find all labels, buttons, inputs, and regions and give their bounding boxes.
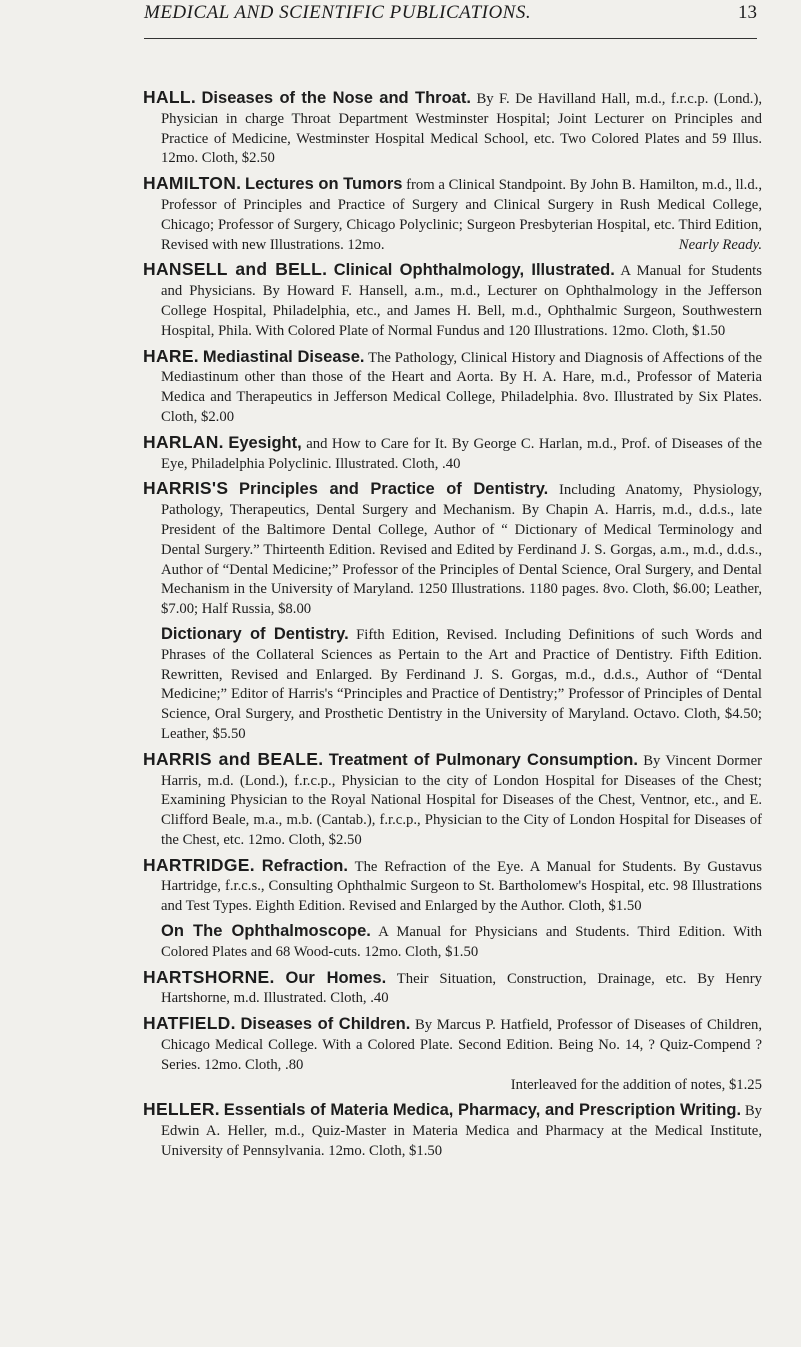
- catalog-entry: [143, 1100, 762, 1161]
- entry-title: Mediastinal Disease.: [202, 347, 365, 366]
- entry-title: Lectures on Tumors: [245, 175, 403, 194]
- entry-author: HARTSHORNE.: [143, 966, 275, 987]
- running-title: MEDICAL AND SCIENTIFIC PUBLICATIONS.: [144, 2, 532, 23]
- entry-title: Treatment of Pulmonary Consumption.: [328, 750, 638, 769]
- entry-author: HAMILTON.: [143, 173, 242, 194]
- entry-title: Dictionary of Dentistry.: [161, 624, 349, 643]
- entry-title: Diseases of the Nose and Throat.: [201, 89, 471, 107]
- entry-text: A Manual for Students and Physicians. By Howard F. Hansell, a.m., m.d., Lecturer on Ophthalmology in the Jefferson College Hospital, Philadelphia, etc., and James H. Bell, m.d., Ophthalmic Surgeon, Southwestern Hospital, Phila. With Colored Plate of Normal Fundus and 120 Illustrations. 12mo. Cloth, $1.50: [161, 263, 762, 339]
- entry-text: Fifth Edition, Revised. Including Definitions of such Words and Phrases of the Collateral Sciences as Pertain to the Art and Practice of Dentistry. Fifth Edition. Rewritten, Revised and Enlarged. By Ferdinand J. S. Gorgas, m.d., d.d.s., Author of “Dental Medicine;” Editor of Harris's “Principles and Practice of Dentistry;” Professor of Principles of Dental Science, Oral Surgery, and Prosthetic Dentistry in the University of Maryland. Octavo. Cloth, $4.50; Leather, $5.50: [161, 626, 762, 742]
- entry-title: Principles and Practice of Dentistry.: [239, 480, 549, 499]
- entry-text: Their Situation, Construction, Drainage, etc. By Henry Hartshorne, m.d. Illustrated. Cloth, .40: [161, 970, 762, 1007]
- entry-author: HALL.: [143, 87, 197, 107]
- entry-author: HARTRIDGE.: [143, 854, 255, 875]
- entry-author: HARLAN.: [143, 431, 224, 452]
- running-header: [144, 2, 757, 42]
- entry-author: HELLER.: [143, 1099, 220, 1120]
- entry-extra: Interleaved for the addition of notes, $1.25: [510, 1076, 762, 1093]
- entry-text: Including Anatomy, Physiology, Pathology, Therapeutics, Dental Surgery and Mechanism. By Chapin A. Harris, m.d., d.d.s., late President of the Baltimore Dental College, Author of “ Dictionary of Medical Terminology and Dental Surgery.” Thirteenth Edition. Revised and Edited by Ferdinand J. S. Gorgas, a.m., m.d., d.d.s., Author of “Dental Medicine;” Professor of the Principles of Dental Science, Oral Surgery, and Dental Mechanism in the University of Maryland. 1250 Illustrations. 1180 pages. 8vo. Cloth, $6.00; Leather, $7.00; Half Russia, $8.00: [161, 482, 763, 618]
- page-number: 13: [738, 2, 757, 23]
- entry-text: By Edwin A. Heller, m.d., Quiz-Master in Materia Medica and Pharmacy at the Medical Institute, University of Pennsylvania. 12mo. Cloth, $1.50: [161, 1103, 763, 1160]
- entry-title: Eyesight,: [228, 433, 302, 452]
- entry-text: By F. De Havilland Hall, m.d., f.r.c.p. (Lond.), Physician in charge Throat Department Westminster Hospital; Joint Lecturer on Principles and Practice of Medicine, Westminster Hospital Medical School, etc. Two Colored Plates and 59 Illus. 12mo. Cloth, $2.50: [161, 91, 763, 167]
- catalog-entry: [143, 856, 762, 917]
- entry-title: On The Ophthalmoscope.: [161, 922, 371, 941]
- catalog-subentry: [143, 922, 762, 963]
- entry-title: Diseases of Children.: [240, 1015, 411, 1034]
- entry-author: HARRIS and BEALE.: [143, 748, 324, 769]
- entry-text: and How to Care for It. By George C. Harlan, m.d., Prof. of Diseases of the Eye, Philadelphia Polyclinic. Illustrated. Cloth, .40: [161, 435, 763, 472]
- catalog-entry: [143, 174, 762, 255]
- entry-title: Essentials of Materia Medica, Pharmacy, and Prescription Writing.: [223, 1101, 742, 1120]
- entry-author: HANSELL and BELL.: [143, 259, 328, 280]
- catalog-subentry: [143, 625, 762, 745]
- entry-text: The Pathology, Clinical History and Diagnosis of Affections of the Mediastinum other than those of the Heart and Aorta. By H. A. Hare, m.d., Professor of Materia Medica and Therapeutics in Jefferson Medical College, Philadelphia. 8vo. Illustrated by Six Plates. Cloth, $2.00: [161, 349, 762, 425]
- entry-text: from a Clinical Standpoint. By John B. Hamilton, m.d., ll.d., Professor of Principles and Practice of Surgery and Clinical Surgery in Rush Medical College, Chicago; Professor of Surgery, Chicago Polyclinic; Surgeon Presbyterian Hospital, etc. Third Edition, Revised with new Illustrations. 12mo.: [161, 177, 763, 253]
- entry-author: HATFIELD.: [143, 1013, 236, 1034]
- entry-author: HARRIS'S: [143, 478, 229, 499]
- catalog-entry: [143, 433, 762, 475]
- entry-text: By Marcus P. Hatfield, Professor of Diseases of Children, Chicago Medical College. With a Colored Plate. Second Edition. Being No. 14, ? Quiz-Compend ? Series. 12mo. Cloth, .80: [161, 1017, 763, 1073]
- catalog-entry: [143, 479, 762, 620]
- entry-author: HARE.: [143, 345, 199, 366]
- header-rule: [144, 38, 757, 39]
- catalog-entry: [143, 750, 762, 851]
- entry-status: Nearly Ready.: [678, 236, 762, 253]
- catalog-entry: [143, 1014, 762, 1095]
- catalog-entry: [143, 968, 762, 1010]
- entry-text: The Refraction of the Eye. A Manual for Students. By Gustavus Hartridge, f.r.c.s., Consulting Ophthalmic Surgeon to St. Bartholomew's Hospital, etc. 98 Illustrations and Test Types. Eighth Edition. Revised and Enlarged by the Author. Cloth, $1.50: [161, 858, 762, 915]
- catalog-entry: [143, 260, 762, 341]
- entry-text: By Vincent Dormer Harris, m.d. (Lond.), f.r.c.p., Physician to the city of London Hospital for Diseases of the Chest; Examining Physician to the Royal National Hospital for Diseases of the Chest, Ventnor, etc., and E. Clifford Beale, m.a., m.b. (Cantab.), f.r.c.p., Physician to the City of London Hospital for Diseases of the Chest, etc. 12mo. Cloth, $2.50: [161, 752, 762, 848]
- entry-text: A Manual for Physicians and Students. Third Edition. With Colored Plates and 68 Wood-cuts. 12mo. Cloth, $1.50: [161, 924, 762, 960]
- entry-title: Our Homes.: [285, 968, 387, 987]
- catalog-entry: [143, 347, 762, 428]
- catalog-entries: [143, 88, 762, 1167]
- entry-title: Clinical Ophthalmology, Illustrated.: [333, 261, 615, 280]
- catalog-entry: [143, 88, 762, 169]
- entry-title: Refraction.: [261, 856, 348, 875]
